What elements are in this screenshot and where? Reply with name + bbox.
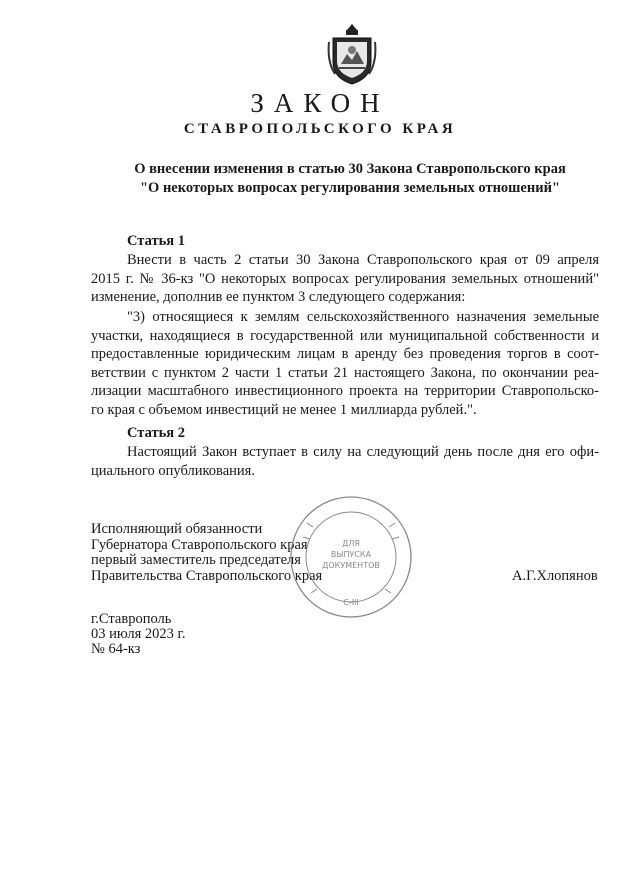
law-number: № 64-кз <box>91 641 141 658</box>
official-stamp <box>287 493 415 621</box>
text-line: предоставленные юридическим лицам в аренду без проведения торгов в соот- <box>91 346 599 363</box>
stamp-code: С-III <box>343 598 359 607</box>
coat-of-arms-icon <box>327 22 377 86</box>
signatory-line: Губернатора Ставропольского края <box>91 536 308 553</box>
document-heading <box>60 160 640 198</box>
text-line: ветствии с пунктом 2 части 1 статьи 21 настоящего Закона, по окончании реа- <box>91 364 599 381</box>
article-1-paragraph-2 <box>91 308 599 420</box>
heading-line-2: "О некоторых вопросах регулирования земельных отношений" <box>140 180 560 196</box>
text-line: го края с объемом инвестиций не менее 1 миллиарда рублей.". <box>91 401 477 418</box>
text-line: участки, находящиеся в государственной или муниципальной собственности и <box>91 327 599 344</box>
signatory-line: первый заместитель председателя <box>91 552 301 569</box>
text-line: Настоящий Закон вступает в силу на следующий день после дня его офи- <box>127 444 599 460</box>
issue-place: г.Ставрополь <box>91 611 172 627</box>
article-1-paragraph-1 <box>91 251 599 307</box>
heading-line-1: О внесении изменения в статью 30 Закона Ставропольского края <box>134 161 566 177</box>
article-2-paragraph <box>91 443 599 480</box>
signatory-line: Исполняющий обязанности <box>91 521 263 537</box>
article-2-title: Статья 2 <box>127 425 185 441</box>
text-line: 2015 г. № 36-кз "О некоторых вопросах регулирования земельных отношений" <box>91 270 599 287</box>
text-line: изменение, дополнив ее пунктом 3 следующего содержания: <box>91 289 466 306</box>
stamp-center-line-2: ВЫПУСКА <box>330 550 372 559</box>
issue-date: 03 июля 2023 г. <box>91 626 186 643</box>
text-line: Внести в часть 2 статьи 30 Закона Ставропольского края от 09 апреля <box>127 252 599 268</box>
law-title: ЗАКОН <box>250 88 390 118</box>
signatory-line: Правительства Ставропольского края <box>91 567 323 584</box>
issue-details <box>91 612 185 658</box>
stamp-center-line-3: ДОКУМЕНТОВ <box>322 561 380 570</box>
article-1-title: Статья 1 <box>127 233 185 249</box>
text-line: лизации масштабного инвестиционного проекта на территории Ставропольско- <box>91 383 599 400</box>
stamp-center-line-1: ДЛЯ <box>342 539 360 548</box>
signatory-name: А.Г.Хлопянов <box>512 568 598 584</box>
text-line: циального опубликования. <box>91 462 255 479</box>
law-region: СТАВРОПОЛЬСКОГО КРАЯ <box>183 121 457 137</box>
text-line: "3) относящиеся к землям сельскохозяйственного назначения земельные <box>127 309 599 325</box>
